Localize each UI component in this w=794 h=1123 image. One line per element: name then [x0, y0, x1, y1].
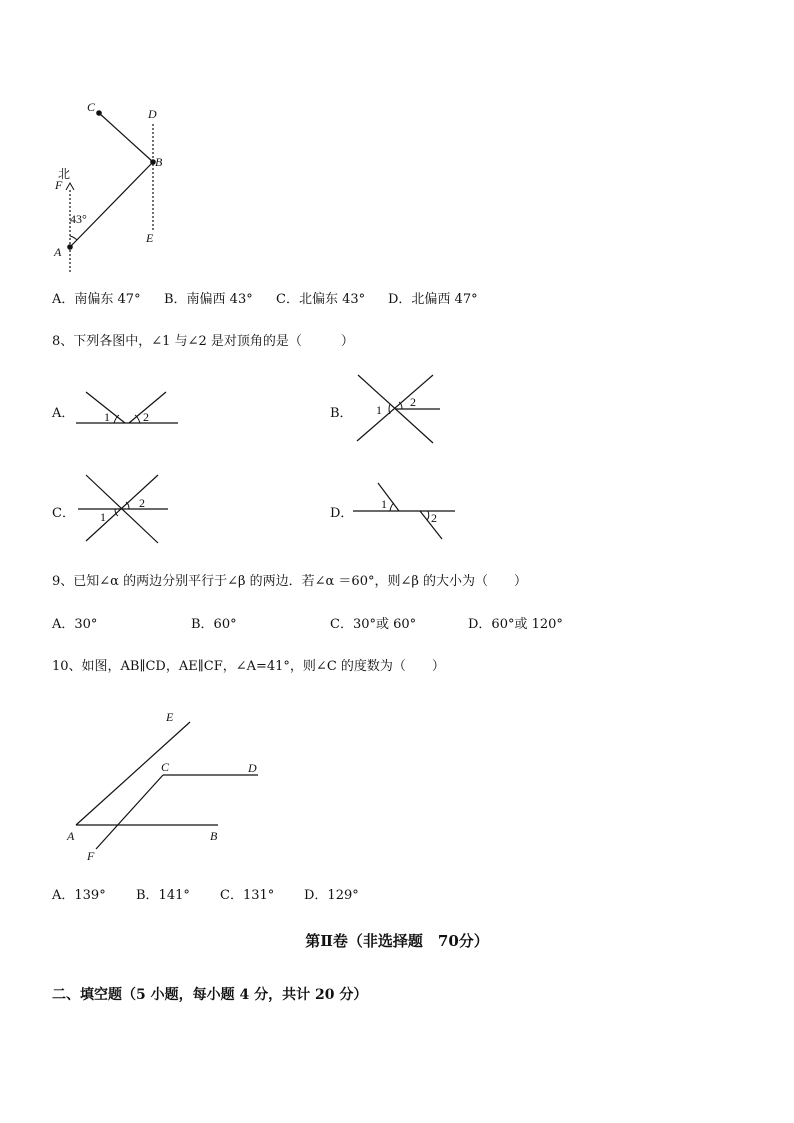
q7-label-angle: 43°: [70, 212, 87, 226]
q7-label-e: E: [146, 231, 154, 245]
q7-label-c: C: [87, 100, 96, 114]
q7-option-b[interactable]: B．南偏西 43°: [164, 292, 253, 307]
q10-line-cf: [96, 775, 163, 849]
q10-label-b: B: [210, 829, 218, 843]
q8-a-label-1: 1: [104, 410, 110, 424]
q10-option-b[interactable]: B．141°: [136, 888, 190, 903]
q8-option-b[interactable]: B．: [330, 406, 353, 421]
q10-option-a[interactable]: A．139°: [52, 888, 106, 903]
q10-stem: 10、如图，AB∥CD，AE∥CF，∠A=41°，则∠C 的度数为（ ）: [52, 659, 445, 674]
q8-d-label-1: 1: [381, 497, 387, 511]
q8-b-label-1: 1: [376, 403, 382, 417]
q7-label-north: 北: [58, 167, 71, 181]
q7-label-b: B: [155, 155, 163, 169]
q10-label-d: D: [248, 761, 257, 775]
q10-label-c: C: [161, 760, 170, 774]
q10-label-e: E: [166, 710, 174, 724]
part2-title: 第Ⅱ卷（非选择题 70分）: [305, 932, 489, 950]
q9-option-c[interactable]: C．30°或 60°: [330, 617, 417, 632]
q8-d-label-2: 2: [431, 511, 437, 525]
q8-option-c[interactable]: C．: [52, 506, 75, 521]
q7-option-a[interactable]: A．南偏东 47°: [52, 292, 141, 307]
q10-option-d[interactable]: D．129°: [304, 888, 359, 903]
fill-blank-section-heading: 二、填空题（5 小题，每小题 4 分，共计 20 分）: [52, 987, 368, 1003]
q10-label-f: F: [87, 849, 95, 863]
q8-option-a[interactable]: A．: [52, 406, 75, 421]
q9-stem: 9、已知∠α 的两边分别平行于∠β 的两边．若∠α ＝60°，则∠β 的大小为（ ）: [52, 574, 528, 589]
q8-option-d[interactable]: D．: [330, 506, 354, 521]
q8-a-label-2: 2: [143, 410, 149, 424]
q7-option-d[interactable]: D．北偏西 47°: [388, 292, 478, 307]
q7-label-d: D: [148, 107, 157, 121]
q7-label-a: A: [54, 245, 62, 259]
q8-c-label-2: 2: [139, 496, 145, 510]
q8-stem: 8、下列各图中，∠1 与∠2 是对顶角的是（ ）: [52, 334, 354, 349]
q10-label-a: A: [67, 829, 75, 843]
q9-option-b[interactable]: B．60°: [191, 617, 237, 632]
q8-c-label-1: 1: [100, 510, 106, 524]
q7-option-c[interactable]: C．北偏东 43°: [276, 292, 366, 307]
q10-line-ae: [76, 722, 190, 825]
q8-b-label-2: 2: [410, 395, 416, 409]
q9-option-d[interactable]: D．60°或 120°: [468, 617, 563, 632]
q7-label-f: F: [55, 178, 63, 192]
q10-option-c[interactable]: C．131°: [220, 888, 275, 903]
q9-option-a[interactable]: A．30°: [52, 617, 98, 632]
